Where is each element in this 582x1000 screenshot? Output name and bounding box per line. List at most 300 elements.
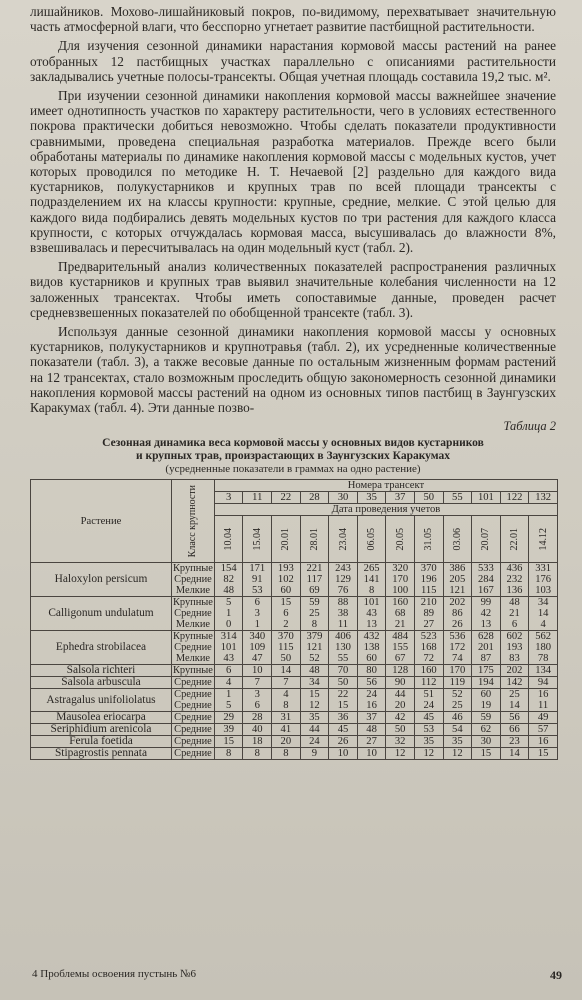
value-cell: 12 (443, 748, 472, 760)
transect-number: 37 (386, 492, 415, 504)
value-cell: 83 (500, 653, 529, 665)
value-cell: 16 (529, 736, 558, 748)
value-cell: 115 (414, 585, 443, 597)
value-cell: 194 (472, 677, 501, 689)
size-class-cell: Крупные (173, 563, 213, 575)
value-cell: 155 (386, 642, 415, 653)
value-cell: 160 (386, 597, 415, 609)
value-cell: 31 (272, 712, 301, 724)
value-cell: 22 (329, 689, 358, 701)
value-cell: 1 (243, 619, 272, 631)
value-cell: 6 (272, 608, 301, 619)
value-cell: 8 (214, 748, 243, 760)
value-cell: 42 (386, 712, 415, 724)
value-cell: 406 (329, 631, 358, 643)
value-cell: 25 (500, 689, 529, 701)
transect-number: 35 (357, 492, 386, 504)
value-cell: 18 (243, 736, 272, 748)
survey-date-text: 10.04 (223, 528, 235, 551)
survey-date-text: 20.01 (280, 528, 292, 551)
value-cell: 115 (272, 642, 301, 653)
plant-name-cell (31, 736, 172, 748)
value-cell: 35 (414, 736, 443, 748)
plant-name-cell (31, 665, 172, 677)
value-cell: 112 (414, 677, 443, 689)
column-header-class (172, 480, 215, 563)
plant-name-cell (31, 563, 172, 597)
value-cell: 205 (443, 574, 472, 585)
value-cell: 15 (329, 700, 358, 712)
survey-date-text: 15.04 (251, 528, 263, 551)
survey-date (386, 516, 415, 563)
value-cell: 15 (214, 736, 243, 748)
value-cell: 72 (414, 653, 443, 665)
value-cell: 176 (529, 574, 558, 585)
value-cell: 5 (214, 700, 243, 712)
plant-name-cell (31, 597, 172, 631)
table-row (31, 677, 558, 689)
value-cell: 117 (300, 574, 329, 585)
table-row (31, 748, 558, 760)
value-cell: 6 (243, 597, 272, 609)
transect-number: 122 (500, 492, 529, 504)
value-cell: 45 (414, 712, 443, 724)
value-cell: 6 (243, 700, 272, 712)
value-cell: 49 (529, 712, 558, 724)
size-class-cell: Средние (172, 736, 215, 748)
table-row (31, 724, 558, 736)
value-cell: 24 (357, 689, 386, 701)
plant-name-cell (31, 712, 172, 724)
survey-date (529, 516, 558, 563)
value-cell: 3 (243, 689, 272, 701)
value-cell: 170 (386, 574, 415, 585)
table-row (31, 689, 558, 701)
size-class-cell: Крупные (173, 597, 213, 609)
paragraph-3: При изучении сезонной динамики накопления кормовой массы важнейшее значение имеет однотипность участков по характеру растительности, чего в условиях естественного покрова практически добиться невозможно. Чтобы сделать показатели продуктивности сравнимыми, проведена специальная разработка материалов. Прежде всего были обработаны материалы по динамике накопления кормовой массы с модельных кустов, учет которых проводился по методике Н. Т. Нечаевой [2] раздельно для каждого вида кустарников, полукустарников и крупных трав по всей площади трансекты с подразделением их на классы крупности: крупные, средние, мелкие. С этой целью для каждого вида подбирались девять модельных кустов по три растения для каждого класса крупности, с которых отчуждалась кормовая масса, высушивалась до влажности 8%, взвешивалась и пересчитывалась на один модельный куст (табл. 2). (30, 88, 556, 256)
value-cell: 101 (357, 597, 386, 609)
transect-number: 11 (243, 492, 272, 504)
transect-number: 132 (529, 492, 558, 504)
paragraph-4: Предварительный анализ количественных показателей распространения различных видов кустарников и крупных трав выявил значительные колебания численности на 12 заложенных трансектах. Чтобы иметь сопоставимые данные, проведен расчет средневзвешенных показателей по обобщенной трансекте (табл. 3). (30, 259, 556, 320)
value-cell: 82 (214, 574, 243, 585)
value-cell: 26 (329, 736, 358, 748)
value-cell: 432 (357, 631, 386, 643)
value-cell: 57 (529, 724, 558, 736)
plant-name: Mausolea eriocarpa (56, 711, 146, 724)
value-cell: 60 (272, 585, 301, 597)
size-class-cell: Мелкие (172, 585, 215, 597)
value-cell: 10 (243, 665, 272, 677)
column-header-plant: Растение (31, 480, 172, 563)
table-label: Таблица 2 (503, 419, 556, 434)
value-cell: 76 (329, 585, 358, 597)
table-caption-line2: и крупных трав, произрастающих в Заунгузских Каракумах (135, 450, 451, 463)
value-cell: 45 (329, 724, 358, 736)
value-cell: 11 (529, 700, 558, 712)
value-cell: 14 (529, 608, 558, 619)
value-cell: 88 (329, 597, 358, 609)
survey-date-text: 06.05 (366, 528, 378, 551)
value-cell: 59 (472, 712, 501, 724)
table-caption-note: (усредненные показатели в граммах на одно растение) (165, 463, 421, 476)
value-cell: 44 (386, 689, 415, 701)
table-row (31, 712, 558, 724)
value-cell: 36 (329, 712, 358, 724)
value-cell: 121 (443, 585, 472, 597)
value-cell: 129 (329, 574, 358, 585)
size-class-cell: Мелкие (172, 619, 215, 631)
value-cell: 202 (500, 665, 529, 677)
value-cell: 12 (414, 748, 443, 760)
value-cell: 39 (214, 724, 243, 736)
plant-name-cell (31, 724, 172, 736)
value-cell: 171 (243, 563, 272, 575)
value-cell: 62 (472, 724, 501, 736)
plant-name: Salsola arbuscula (61, 676, 141, 689)
survey-date (414, 516, 443, 563)
survey-date-text: 28.01 (308, 528, 320, 551)
value-cell: 20 (386, 700, 415, 712)
value-cell: 80 (357, 665, 386, 677)
value-cell: 100 (386, 585, 415, 597)
survey-date-text: 20.07 (480, 528, 492, 551)
value-cell: 11 (329, 619, 358, 631)
value-cell: 193 (500, 642, 529, 653)
value-cell: 27 (414, 619, 443, 631)
value-cell: 91 (243, 574, 272, 585)
value-cell: 47 (243, 653, 272, 665)
size-class-cell: Средние (172, 724, 215, 736)
value-cell: 138 (357, 642, 386, 653)
value-cell: 14 (500, 748, 529, 760)
size-class-cell: Средние (172, 700, 215, 712)
value-cell: 533 (472, 563, 501, 575)
value-cell: 210 (414, 597, 443, 609)
value-cell: 175 (472, 665, 501, 677)
size-class-cell: Средние (172, 677, 215, 689)
survey-date (500, 516, 529, 563)
value-cell: 67 (386, 653, 415, 665)
value-cell: 48 (300, 665, 329, 677)
value-cell: 221 (300, 563, 329, 575)
survey-date (272, 516, 301, 563)
value-cell: 101 (214, 642, 243, 653)
value-cell: 170 (443, 665, 472, 677)
value-cell: 35 (443, 736, 472, 748)
value-cell: 34 (529, 597, 558, 609)
value-cell: 167 (472, 585, 501, 597)
value-cell: 53 (243, 585, 272, 597)
value-cell: 154 (214, 563, 243, 575)
value-cell: 55 (329, 653, 358, 665)
value-cell: 56 (357, 677, 386, 689)
value-cell: 27 (357, 736, 386, 748)
value-cell: 1 (214, 608, 243, 619)
value-cell: 68 (386, 608, 415, 619)
column-header-dates: Дата проведения учетов (214, 504, 557, 516)
value-cell: 12 (300, 700, 329, 712)
plant-name: Stipagrostis pennata (54, 747, 148, 760)
value-cell: 320 (386, 563, 415, 575)
value-cell: 3 (243, 608, 272, 619)
value-cell: 15 (300, 689, 329, 701)
transect-number: 101 (472, 492, 501, 504)
value-cell: 121 (300, 642, 329, 653)
value-cell: 134 (529, 665, 558, 677)
value-cell: 2 (272, 619, 301, 631)
value-cell: 8 (357, 585, 386, 597)
value-cell: 562 (529, 631, 558, 643)
value-cell: 119 (443, 677, 472, 689)
value-cell: 44 (300, 724, 329, 736)
value-cell: 370 (272, 631, 301, 643)
value-cell: 141 (357, 574, 386, 585)
value-cell: 30 (472, 736, 501, 748)
value-cell: 60 (357, 653, 386, 665)
value-cell: 536 (443, 631, 472, 643)
value-cell: 136 (500, 585, 529, 597)
value-cell: 25 (300, 608, 329, 619)
plant-name-cell (31, 689, 172, 712)
value-cell: 5 (214, 597, 243, 609)
value-cell: 86 (443, 608, 472, 619)
value-cell: 243 (329, 563, 358, 575)
class-header-text: Класс крупности (187, 485, 199, 558)
value-cell: 46 (443, 712, 472, 724)
value-cell: 29 (214, 712, 243, 724)
value-cell: 628 (472, 631, 501, 643)
value-cell: 128 (386, 665, 415, 677)
value-cell: 51 (414, 689, 443, 701)
value-cell: 196 (414, 574, 443, 585)
value-cell: 38 (329, 608, 358, 619)
table-caption-line1: Сезонная динамика веса кормовой массы у основных видов кустарников (102, 437, 484, 450)
value-cell: 4 (214, 677, 243, 689)
value-cell: 32 (386, 736, 415, 748)
size-class-cell: Средние (172, 608, 215, 619)
value-cell: 89 (414, 608, 443, 619)
value-cell: 70 (329, 665, 358, 677)
plant-name: Ferula foetida (69, 735, 133, 748)
value-cell: 19 (472, 700, 501, 712)
table-row (31, 665, 558, 677)
size-class-cell: Средние (172, 574, 215, 585)
plant-name: Salsola richteri (66, 664, 136, 677)
table-row (31, 597, 558, 609)
plant-name: Seriphidium arenicola (50, 723, 152, 736)
survey-date-text: 22.01 (508, 528, 520, 551)
value-cell: 59 (300, 597, 329, 609)
value-cell: 74 (443, 653, 472, 665)
value-cell: 484 (386, 631, 415, 643)
value-cell: 379 (300, 631, 329, 643)
value-cell: 15 (472, 748, 501, 760)
transect-number: 22 (272, 492, 301, 504)
value-cell: 202 (443, 597, 472, 609)
value-cell: 50 (329, 677, 358, 689)
size-class-cell: Крупные (173, 665, 213, 677)
value-cell: 13 (357, 619, 386, 631)
value-cell: 15 (529, 748, 558, 760)
transect-number: 30 (329, 492, 358, 504)
value-cell: 54 (443, 724, 472, 736)
value-cell: 12 (386, 748, 415, 760)
value-cell: 66 (500, 724, 529, 736)
survey-date (472, 516, 501, 563)
value-cell: 602 (500, 631, 529, 643)
value-cell: 14 (500, 700, 529, 712)
value-cell: 42 (472, 608, 501, 619)
survey-date (443, 516, 472, 563)
value-cell: 436 (500, 563, 529, 575)
column-header-transects: Номера трансект (214, 480, 557, 492)
survey-date (329, 516, 358, 563)
value-cell: 103 (529, 585, 558, 597)
page-footer (32, 968, 562, 983)
size-class-cell: Мелкие (172, 653, 215, 665)
value-cell: 160 (414, 665, 443, 677)
value-cell: 43 (357, 608, 386, 619)
value-cell: 10 (329, 748, 358, 760)
value-cell: 0 (214, 619, 243, 631)
value-cell: 180 (529, 642, 558, 653)
size-class-cell: Средние (172, 712, 215, 724)
value-cell: 90 (386, 677, 415, 689)
value-cell: 35 (300, 712, 329, 724)
transect-number: 55 (443, 492, 472, 504)
value-cell: 314 (214, 631, 243, 643)
survey-date-text: 03.06 (451, 528, 463, 551)
transect-number: 28 (300, 492, 329, 504)
value-cell: 34 (300, 677, 329, 689)
value-cell: 21 (500, 608, 529, 619)
value-cell: 60 (472, 689, 501, 701)
value-cell: 99 (472, 597, 501, 609)
value-cell: 52 (300, 653, 329, 665)
plant-name: Astragalus unifoliolatus (46, 693, 156, 706)
value-cell: 8 (300, 619, 329, 631)
value-cell: 21 (386, 619, 415, 631)
paragraph-1: лишайников. Мохово-лишайниковый покров, по-видимому, перехватывает значительную часть атмосферной влаги, что бесспорно угнетает развитие пастбищной растительности. (30, 4, 556, 35)
value-cell: 23 (500, 736, 529, 748)
paragraph-2: Для изучения сезонной динамики нарастания кормовой массы растений на ранее отобранных 12 пастбищных участках параллельно с описаниями растительности закладывались учетные полосы-трансекты. Общая учетная площадь составила 19,2 тыс. м². (30, 38, 556, 84)
survey-date (300, 516, 329, 563)
value-cell: 201 (472, 642, 501, 653)
size-class-cell: Средние (172, 642, 215, 653)
page-number: 49 (550, 968, 562, 982)
value-cell: 28 (243, 712, 272, 724)
size-class-cell: Средние (172, 748, 215, 760)
value-cell: 386 (443, 563, 472, 575)
value-cell: 24 (414, 700, 443, 712)
value-cell: 142 (500, 677, 529, 689)
survey-date-text: 31.05 (423, 528, 435, 551)
value-cell: 16 (357, 700, 386, 712)
value-cell: 14 (272, 665, 301, 677)
survey-date (214, 516, 243, 563)
table-row (31, 563, 558, 575)
plant-name-cell (31, 631, 172, 665)
value-cell: 78 (529, 653, 558, 665)
value-cell: 232 (500, 574, 529, 585)
plant-name-cell (31, 677, 172, 689)
value-cell: 40 (243, 724, 272, 736)
table-row (31, 631, 558, 643)
value-cell: 10 (357, 748, 386, 760)
value-cell: 37 (357, 712, 386, 724)
value-cell: 13 (472, 619, 501, 631)
value-cell: 130 (329, 642, 358, 653)
value-cell: 4 (529, 619, 558, 631)
plant-name-cell (31, 748, 172, 760)
value-cell: 6 (214, 665, 243, 677)
value-cell: 8 (272, 748, 301, 760)
value-cell: 370 (414, 563, 443, 575)
value-cell: 8 (272, 700, 301, 712)
size-class-cell: Средние (172, 689, 215, 701)
value-cell: 193 (272, 563, 301, 575)
value-cell: 9 (300, 748, 329, 760)
value-cell: 102 (272, 574, 301, 585)
value-cell: 48 (214, 585, 243, 597)
table-body (31, 563, 558, 760)
value-cell: 331 (529, 563, 558, 575)
value-cell: 4 (272, 689, 301, 701)
value-cell: 6 (500, 619, 529, 631)
value-cell: 168 (414, 642, 443, 653)
value-cell: 172 (443, 642, 472, 653)
transect-number: 3 (214, 492, 243, 504)
value-cell: 1 (214, 689, 243, 701)
transect-number: 50 (414, 492, 443, 504)
value-cell: 15 (272, 597, 301, 609)
value-cell: 7 (243, 677, 272, 689)
value-cell: 8 (243, 748, 272, 760)
value-cell: 94 (529, 677, 558, 689)
table-row (31, 736, 558, 748)
value-cell: 265 (357, 563, 386, 575)
value-cell: 25 (443, 700, 472, 712)
plant-name: Calligonum undulatum (48, 607, 154, 620)
value-cell: 284 (472, 574, 501, 585)
plant-name: Ephedra strobilacea (55, 641, 147, 654)
value-cell: 7 (272, 677, 301, 689)
value-cell: 26 (443, 619, 472, 631)
value-cell: 24 (300, 736, 329, 748)
value-cell: 48 (357, 724, 386, 736)
survey-date (357, 516, 386, 563)
size-class-cell: Крупные (173, 631, 213, 643)
value-cell: 16 (529, 689, 558, 701)
survey-date-text: 20.05 (394, 528, 406, 551)
value-cell: 52 (443, 689, 472, 701)
value-cell: 50 (386, 724, 415, 736)
value-cell: 43 (214, 653, 243, 665)
survey-date-text: 14.12 (537, 528, 549, 551)
value-cell: 56 (500, 712, 529, 724)
data-table (30, 479, 558, 760)
value-cell: 41 (272, 724, 301, 736)
value-cell: 523 (414, 631, 443, 643)
survey-date (243, 516, 272, 563)
value-cell: 87 (472, 653, 501, 665)
paragraph-5: Используя данные сезонной динамики накопления кормовой массы у основных кустарников, полукустарников и крупнотравья (табл. 2), их усредненные количественные показатели (табл. 3), а также весовые данные по остальным жизненным формам растений на 12 трансектах, стало возможным проследить общую закономерность сезонной динамики накопления кормовой массы растений на одном из основных типов пастбищ в Заунгузских Каракумах (табл. 4). Эти данные позво- (30, 324, 556, 416)
value-cell: 48 (500, 597, 529, 609)
value-cell: 69 (300, 585, 329, 597)
value-cell: 109 (243, 642, 272, 653)
value-cell: 53 (414, 724, 443, 736)
